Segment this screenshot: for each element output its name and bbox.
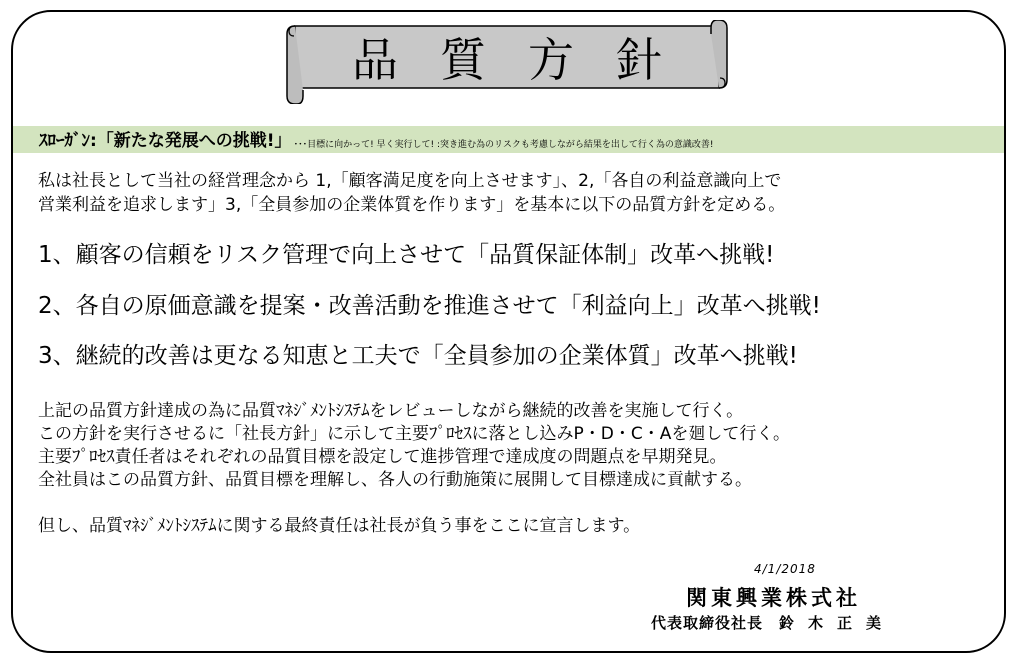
- title-scroll-banner: [283, 20, 731, 104]
- document-frame: [11, 10, 1006, 653]
- slogan-sub: ･･･目標に向かって! 早く実行して! :突き進む為のリスクも考慮しながら結果を出して行く為の意識改善!: [293, 140, 714, 150]
- slogan-bar: [13, 126, 1004, 153]
- body-line-3: 主要ﾌﾟﾛｾｽ責任者はそれぞれの品質目標を設定して進捗管理で達成度の問題点を早期発見。: [38, 447, 727, 467]
- representative-title: 代表取締役社長: [651, 614, 764, 632]
- body-line-1: 上記の品質方針達成の為に品質ﾏﾈｼﾞﾒﾝﾄｼｽﾃﾑをレビューしながら継続的改善を実施して行く。: [38, 401, 744, 421]
- body-line-2: この方針を実行させるに「社長方針」に示して主要ﾌﾟﾛｾｽに落とし込みP・D・C・Aを廻して行く。: [38, 424, 790, 444]
- intro-line-2: 営業利益を追求します」3,「全員参加の企業体質を作ります」を基本に以下の品質方針を定める。: [38, 195, 786, 215]
- representative-name: 鈴木正美: [779, 614, 896, 632]
- company-name: 関東興業株式社: [686, 585, 861, 610]
- intro-line-1: 私は社長として当社の経営理念から 1,「顧客満足度を向上させます」、2,「各自の利益意識向上で: [38, 171, 782, 191]
- representative: [651, 612, 895, 633]
- policy-2: 2、各自の原価意識を提案・改善活動を推進させて「利益向上」改革へ挑戦!: [38, 293, 821, 319]
- policy-1: 1、顧客の信頼をリスク管理で向上させて「品質保証体制」改革へ挑戦!: [38, 242, 775, 268]
- issue-date: 4/1/2018: [754, 562, 816, 576]
- page-title: 品質方針: [352, 33, 704, 87]
- closing-statement: 但し、品質ﾏﾈｼﾞﾒﾝﾄｼｽﾃﾑに関する最終責任は社長が負う事をここに宣言します。: [38, 516, 641, 536]
- slogan-main: ｽﾛｰｶﾞﾝ:「新たな発展への挑戦!」: [39, 131, 292, 151]
- policy-3: 3、継続的改善は更なる知恵と工夫で「全員参加の企業体質」改革へ挑戦!: [38, 343, 798, 369]
- body-line-4: 全社員はこの品質方針、品質目標を理解し、各人の行動施策に展開して目標達成に貢献する。: [38, 470, 752, 490]
